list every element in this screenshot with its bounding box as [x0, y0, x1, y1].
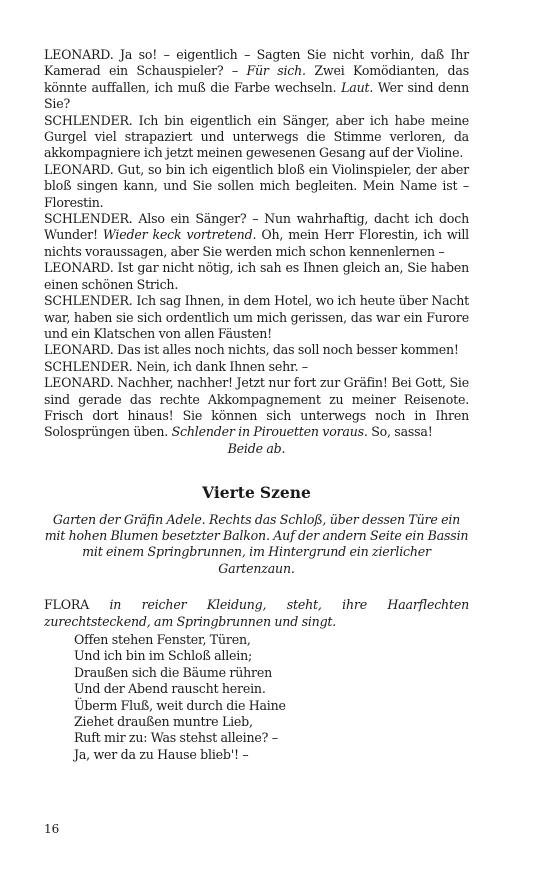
speech-text: LEONARD. Das ist alles noch nichts, das soll noch besser kommen!: [44, 342, 459, 358]
dialogue-paragraph: [44, 293, 469, 342]
speech-text: SCHLENDER. Nein, ich dank Ihnen sehr. –: [44, 358, 308, 374]
verse-line: Ziehet draußen muntre Lieb,: [74, 714, 253, 730]
dialogue-paragraph: [44, 113, 469, 162]
speech-text: Oh, mein Herr Florestin, ich will nichts voraussagen, aber Sie werden mich schon kennenlernen –: [44, 227, 469, 259]
dialogue-paragraph: [44, 162, 469, 211]
speech-text: SCHLENDER. Ich sag Ihnen, in dem Hotel, wo ich heute über Nacht war, haben sie sich ordentlich um mich gerissen, das war ein Furore und ein Klatschen von allen Fäusten!: [44, 293, 469, 341]
stage-aside: Wieder keck vortretend.: [102, 227, 257, 243]
verse-line: Überm Fluß, weit durch die Haine: [74, 697, 286, 713]
verse-line: Ja, wer da zu Hause blieb'! –: [74, 746, 249, 762]
flora-entry: [44, 597, 469, 630]
dialogue-paragraph: [44, 359, 469, 375]
exit-direction: Beide ab.: [227, 440, 286, 456]
dialogue-paragraph: [44, 375, 469, 441]
stage-aside: Laut.: [341, 79, 374, 95]
speech-text: LEONARD. Nachher, nachher! Jetzt nur fort zur Gräfin! Bei Gott, Sie sind gerade das rechte Akkompagnement zu meiner Reisenote. Frisch dort hinaus! Sie können sich unterwegs noch in Ihren Solosprüngen üben.: [44, 375, 469, 440]
verse-line: Ruft mir zu: Was stehst alleine? –: [74, 730, 278, 746]
stage-aside: Für sich.: [246, 63, 306, 79]
verse-line: Und ich bin im Schloß allein;: [74, 648, 253, 664]
verse-line: Offen stehen Fenster, Türen,: [74, 632, 251, 647]
speech-text: Zwei Komödianten, das könnte auffallen, ich muß die Farbe wechseln.: [44, 63, 469, 95]
stage-direction: Garten der Gräfin Adele. Rechts das Schloß, über dessen Türe ein mit hohen Blumen besetzter Balkon. Auf der andern Seite ein Bassin mit einem Springbrunnen, im Hintergrund ein zierlicher Gartenzaun.: [44, 511, 469, 576]
song-verse: [74, 632, 469, 763]
dialogue-paragraph: [44, 342, 469, 358]
stage-aside: Schlender in Pirouetten voraus.: [171, 424, 368, 440]
scene-title: Vierte Szene: [202, 483, 311, 503]
speaker-direction: in reicher Kleidung, steht, ihre Haarflechten zurechtsteckend, am Springbrunnen und singt.: [44, 597, 469, 629]
speech-text: So, sassa!: [367, 424, 433, 440]
verse-line: Und der Abend rauscht herein.: [74, 681, 266, 697]
speaker-name: FLORA: [44, 597, 90, 613]
speech-text: SCHLENDER. Ich bin eigentlich ein Sänger, aber ich habe meine Gurgel viel strapaziert und unterwegs die Stimme verloren, da akkompagniere ich jetzt meinen gewesenen Gesang auf der Violine.: [44, 112, 469, 161]
dialogue-paragraph: [44, 260, 469, 293]
dialogue-paragraph: [44, 211, 469, 260]
speech-text: LEONARD. Gut, so bin ich eigentlich bloß ein Violinspieler, der aber bloß singen kann, und Sie sollen mich begleiten. Mein Name ist – Florestin.: [44, 161, 469, 210]
page-number: 16: [44, 822, 60, 836]
text-block: [44, 47, 469, 763]
speech-text: Wer sind denn Sie?: [44, 79, 469, 112]
dialogue-paragraph: [44, 47, 469, 113]
dialogue-section: [44, 47, 469, 441]
verse-line: Draußen sich die Bäume rühren: [74, 664, 273, 680]
speech-text: LEONARD. Ist gar nicht nötig, ich sah es Ihnen gleich an, Sie haben einen schönen Strich.: [44, 260, 469, 292]
speech-text: SCHLENDER. Also ein Sänger? – Nun wahrhaftig, dacht ich doch Wunder!: [44, 211, 469, 243]
speech-text: LEONARD. Ja so! – eigentlich – Sagten Sie nicht vorhin, daß Ihr Kamerad ein Schauspieler? –: [44, 47, 469, 79]
